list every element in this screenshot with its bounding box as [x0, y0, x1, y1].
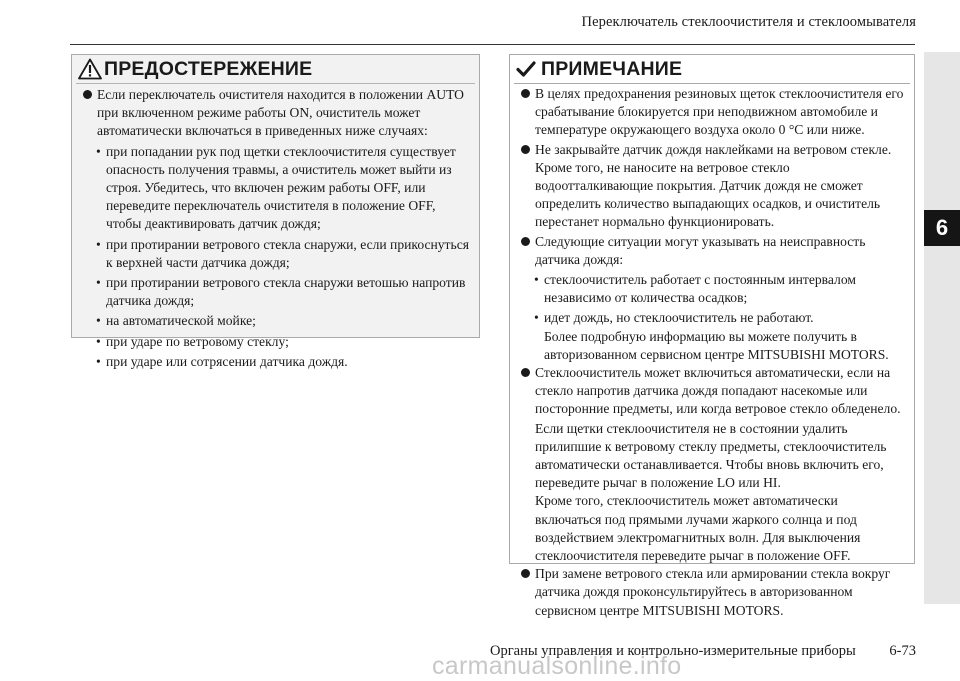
warning-intro-text: Если переключатель очистителя находится в положении AUTO при включенном режиме работы ON, очиститель может автоматически включаться в приведенных ниже случаях:	[97, 87, 464, 139]
note-item: Не закрывайте датчик дождя наклейками на ветровом стекле. Кроме того, не наносите на ветровое стекло водоотталкивающие покрытия. Датчик дождя не сможет определить количество выпадающих осадков, и очиститель перестанет нормально функционировать.	[520, 141, 906, 232]
note-box	[509, 54, 915, 618]
warning-triangle-icon	[78, 58, 102, 80]
note-item: В целях предохранения резиновых щеток стеклоочистителя его срабатывание блокируется при неподвижном автомобиле и температуре окружающего воздуха около 0 °C или ниже.	[520, 85, 906, 140]
bullet-dot-icon	[521, 89, 530, 98]
note-subitem: • стеклоочиститель работает с постоянным интервалом независимо от количества осадков;	[534, 272, 856, 306]
chapter-number: 6	[924, 210, 960, 246]
note-title: ПРИМЕЧАНИЕ	[541, 57, 683, 80]
footer-section-title: Органы управления и контрольно-измерительные приборы	[490, 643, 856, 659]
bullet-dot-icon	[521, 569, 530, 578]
warning-item: • при протирании ветрового стекла снаружи, если прикоснуться к верхней части датчика дождя;	[96, 236, 469, 270]
warning-header	[76, 55, 475, 84]
warning-item: • при попадании рук под щетки стеклоочистителя существует опасность получения травмы, а очиститель может выйти из строя. Убедитесь, что включен режим работы OFF, или переведите переключатель очистителя в положение OFF, чтобы деактивировать датчик дождя;	[96, 143, 456, 232]
checkmark-icon	[516, 60, 536, 78]
note-item: При замене ветрового стекла или армировании стекла вокруг датчика дождя проконсультируйтесь в авторизованном сервисном центре MITSUBISHI MOTORS.	[520, 565, 906, 620]
bullet-dot-icon	[521, 368, 530, 377]
warning-item: • при протирании ветрового стекла снаружи ветошью напротив датчика дождя;	[96, 275, 466, 309]
note-header	[514, 55, 910, 84]
page-header-title: Переключатель стеклоочистителя и стеклоомывателя	[581, 14, 916, 30]
note-continuation: Более подробную информацию вы можете получить в авторизованном сервисном центре MITSUBISHI MOTORS.	[544, 328, 889, 362]
bullet-dot-icon	[521, 145, 530, 154]
chapter-side-tab	[924, 52, 960, 604]
warning-item: • при ударе или сотрясении датчика дождя.	[96, 353, 348, 369]
note-subitem: • идет дождь, но стеклоочиститель не работают.	[534, 310, 814, 326]
note-continuation: Если щетки стеклоочистителя не в состоянии удалить прилипшие к ветровому стеклу предметы, стеклоочиститель автоматически останавливается. Чтобы вновь включить его, переведите рычаг в положение LO или HI.	[535, 420, 887, 491]
page-number: 6-73	[889, 643, 916, 659]
warning-box	[71, 54, 480, 369]
watermark: carmanualsonline.info	[432, 652, 682, 680]
warning-item: • на автоматической мойке;	[96, 313, 256, 329]
bullet-dot-icon	[83, 90, 92, 99]
warning-item: • при ударе по ветровому стеклу;	[96, 333, 289, 349]
note-item: Следующие ситуации могут указывать на неисправность датчика дождя:	[520, 233, 906, 269]
note-item: Стеклоочиститель может включиться автоматически, если на стекло напротив датчика дождя попадают насекомые или посторонние предметы, или когда ветровое стекло обледенело.	[520, 364, 906, 419]
header-rule	[70, 44, 915, 45]
bullet-dot-icon	[521, 237, 530, 246]
warning-title: ПРЕДОСТЕРЕЖЕНИЕ	[104, 57, 313, 80]
warning-intro	[82, 86, 471, 141]
note-continuation: Кроме того, стеклоочиститель может автоматически включаться под прямыми лучами жаркого солнца и под воздействием электромагнитных волн. Для выключения стеклоочистителя переведите рычаг в положение OFF.	[535, 493, 861, 564]
